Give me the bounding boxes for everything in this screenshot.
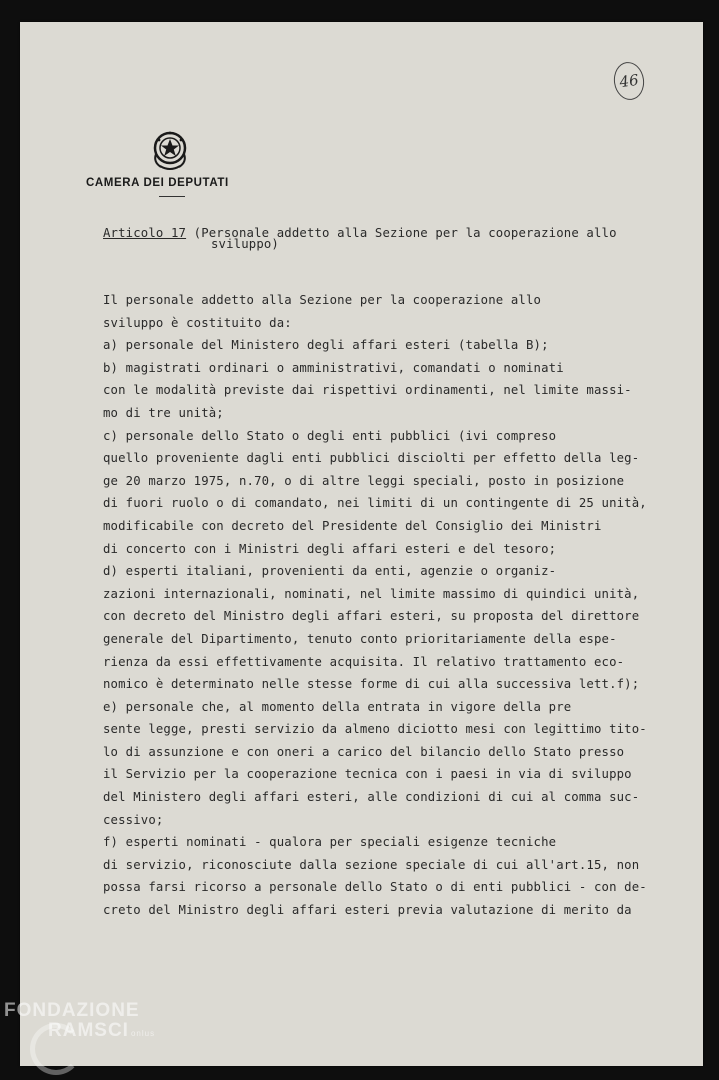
body-line: generale del Dipartimento, tenuto conto prioritariamente della espe- bbox=[103, 631, 617, 646]
watermark-name: RAMSCI bbox=[48, 1020, 129, 1041]
body-line: ge 20 marzo 1975, n.70, o di altre leggi speciali, posto in posizione bbox=[103, 473, 625, 488]
body-line: modificabile con decreto del Presidente del Consiglio dei Ministri bbox=[103, 518, 602, 533]
body-line: f) esperti nominati - qualora per speciali esigenze tecniche bbox=[103, 835, 557, 850]
article-body bbox=[103, 289, 647, 922]
body-line: c) personale dello Stato o degli enti pubblici (ivi compreso bbox=[103, 428, 557, 443]
document-page bbox=[20, 22, 703, 1066]
body-line: e) personale che, al momento della entrata in vigore della pre bbox=[103, 699, 572, 714]
body-line: con le modalità previste dai rispettivi ordinamenti, nel limite massi- bbox=[103, 383, 632, 398]
body-line: b) magistrati ordinari o amministrativi, comandati o nominati bbox=[103, 360, 564, 375]
body-line: possa farsi ricorso a personale dello Stato o di enti pubblici - con de- bbox=[103, 880, 647, 895]
body-line: mo di tre unità; bbox=[103, 405, 224, 420]
body-line: di concerto con i Ministri degli affari esteri e del tesoro; bbox=[103, 541, 557, 556]
body-line: creto del Ministro degli affari esteri previa valutazione di merito da bbox=[103, 903, 632, 918]
italian-republic-emblem-icon bbox=[151, 130, 189, 172]
body-line: quello proveniente dagli enti pubblici disciolti per effetto della leg- bbox=[103, 451, 640, 466]
body-line: del Ministero degli affari esteri, alle condizioni di cui al comma suc- bbox=[103, 790, 640, 805]
watermark-logo-icon bbox=[30, 1023, 82, 1075]
article-title-line1: (Personale addetto alla Sezione per la cooperazione allo bbox=[186, 226, 617, 240]
body-line: di servizio, riconosciute dalla sezione speciale di cui all'art.15, non bbox=[103, 857, 640, 872]
chamber-name: CAMERA DEI DEPUTATI bbox=[86, 177, 229, 189]
body-line: con decreto del Ministro degli affari esteri, su proposta del direttore bbox=[103, 609, 640, 624]
body-line: zazioni internazionali, nominati, nel limite massimo di quindici unità, bbox=[103, 586, 640, 601]
article-label: Articolo 17 bbox=[103, 226, 187, 240]
body-line: lo di assunzione e con oneri a carico del bilancio dello Stato presso bbox=[103, 744, 625, 759]
article-title bbox=[103, 222, 617, 245]
body-line: d) esperti italiani, provenienti da enti, agenzie o organiz- bbox=[103, 564, 557, 579]
body-line: cessivo; bbox=[103, 812, 164, 827]
body-line: sviluppo è costituito da: bbox=[103, 315, 292, 330]
page-number: 46 bbox=[612, 60, 647, 102]
watermark-suffix: onlus bbox=[130, 1029, 156, 1038]
body-line: a) personale del Ministero degli affari esteri (tabella B); bbox=[103, 338, 549, 353]
article-title-line2: sviluppo) bbox=[211, 237, 279, 251]
body-line: sente legge, presti servizio da almeno diciotto mesi con legittimo tito- bbox=[103, 722, 647, 737]
watermark-line1: FONDAZIONE bbox=[4, 1000, 140, 1021]
body-line: di fuori ruolo o di comandato, nei limiti di un contingente di 25 unità, bbox=[103, 496, 647, 511]
fondazione-gramsci-watermark bbox=[4, 1000, 155, 1042]
body-line: rienza da essi effettivamente acquisita. Il relativo trattamento eco- bbox=[103, 654, 625, 669]
header-divider bbox=[159, 196, 185, 197]
body-line: nomico è determinato nelle stesse forme di cui alla successiva lett.f); bbox=[103, 677, 640, 692]
body-line: il Servizio per la cooperazione tecnica con i paesi in via di sviluppo bbox=[103, 767, 632, 782]
body-line: Il personale addetto alla Sezione per la cooperazione allo bbox=[103, 293, 542, 307]
